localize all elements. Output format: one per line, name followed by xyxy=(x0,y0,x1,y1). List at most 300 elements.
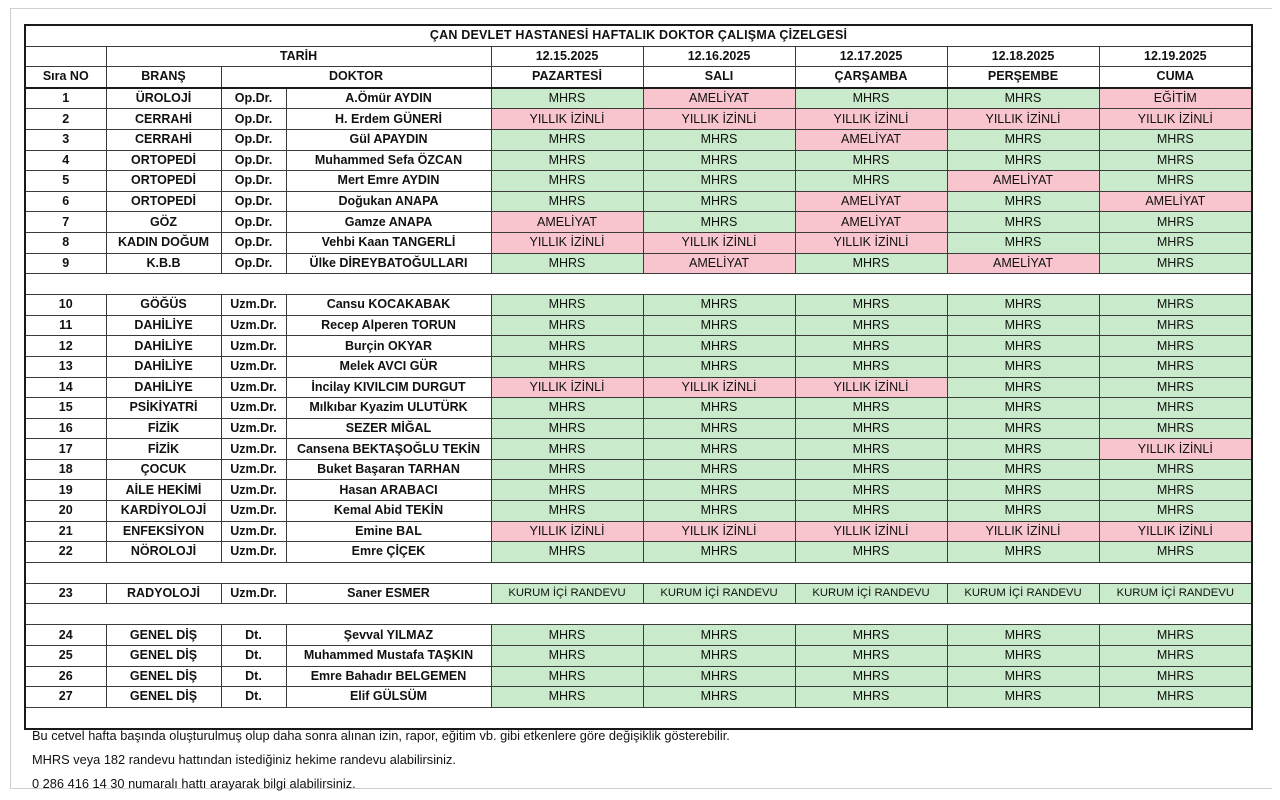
duty-cell[interactable]: MHRS xyxy=(947,501,1099,522)
row-doctor-name: Kemal Abid TEKİN xyxy=(286,501,491,522)
row-index: 11 xyxy=(25,315,106,336)
duty-cell[interactable]: MHRS xyxy=(947,687,1099,708)
row-title: Uzm.Dr. xyxy=(221,583,286,604)
row-title: Dt. xyxy=(221,625,286,646)
duty-cell[interactable]: MHRS xyxy=(947,232,1099,253)
doctor-row xyxy=(25,150,1252,171)
row-title: Op.Dr. xyxy=(221,232,286,253)
duty-cell[interactable]: MHRS xyxy=(795,646,947,667)
tarih-header: TARİH xyxy=(106,46,491,67)
doctor-row xyxy=(25,315,1252,336)
duty-cell[interactable]: MHRS xyxy=(643,212,795,233)
duty-cell[interactable]: MHRS xyxy=(491,129,643,150)
row-title: Uzm.Dr. xyxy=(221,295,286,316)
duty-cell[interactable]: MHRS xyxy=(643,439,795,460)
footer-notes xyxy=(32,728,1132,800)
section-spacer-row xyxy=(25,562,1252,583)
duty-cell[interactable]: MHRS xyxy=(491,666,643,687)
duty-cell[interactable]: MHRS xyxy=(643,687,795,708)
duty-cell[interactable]: MHRS xyxy=(947,459,1099,480)
row-doctor-name: Mert Emre AYDIN xyxy=(286,171,491,192)
row-doctor-name: SEZER MİĞAL xyxy=(286,418,491,439)
duty-cell[interactable]: MHRS xyxy=(947,418,1099,439)
row-branch: K.B.B xyxy=(106,253,221,274)
duty-cell[interactable]: MHRS xyxy=(643,501,795,522)
duty-cell[interactable]: MHRS xyxy=(491,398,643,419)
duty-cell[interactable]: MHRS xyxy=(947,356,1099,377)
duty-cell[interactable]: MHRS xyxy=(643,336,795,357)
duty-cell[interactable]: MHRS xyxy=(1099,212,1252,233)
row-branch: ORTOPEDİ xyxy=(106,171,221,192)
duty-cell[interactable]: MHRS xyxy=(1099,150,1252,171)
duty-cell[interactable]: MHRS xyxy=(1099,232,1252,253)
duty-cell[interactable]: MHRS xyxy=(643,171,795,192)
duty-cell[interactable]: MHRS xyxy=(643,480,795,501)
doctor-row xyxy=(25,542,1252,563)
weekly-doctor-schedule-table xyxy=(24,24,1253,730)
duty-cell[interactable]: MHRS xyxy=(491,625,643,646)
header-day-1: PAZARTESİ xyxy=(491,67,643,88)
duty-cell[interactable]: MHRS xyxy=(1099,418,1252,439)
doctor-row xyxy=(25,398,1252,419)
date-header-row xyxy=(25,46,1252,67)
duty-cell[interactable]: MHRS xyxy=(491,191,643,212)
row-doctor-name: Ülke DİREYBATOĞULLARI xyxy=(286,253,491,274)
row-branch: ENFEKSİYON xyxy=(106,521,221,542)
row-doctor-name: Mılkıbar Kyazim ULUTÜRK xyxy=(286,398,491,419)
duty-cell[interactable]: MHRS xyxy=(795,439,947,460)
duty-cell[interactable]: MHRS xyxy=(795,625,947,646)
duty-cell[interactable]: MHRS xyxy=(1099,356,1252,377)
row-branch: GENEL DİŞ xyxy=(106,666,221,687)
duty-cell[interactable]: MHRS xyxy=(491,150,643,171)
doctor-row xyxy=(25,459,1252,480)
row-doctor-name: A.Ömür AYDIN xyxy=(286,88,491,109)
duty-cell[interactable]: MHRS xyxy=(947,129,1099,150)
duty-cell[interactable]: MHRS xyxy=(491,88,643,109)
duty-cell[interactable]: MHRS xyxy=(795,666,947,687)
row-doctor-name: Recep Alperen TORUN xyxy=(286,315,491,336)
row-branch: CERRAHİ xyxy=(106,129,221,150)
duty-cell[interactable]: MHRS xyxy=(1099,646,1252,667)
date-header-5: 12.19.2025 xyxy=(1099,46,1252,67)
duty-cell[interactable]: YILLIK İZİNLİ xyxy=(795,521,947,542)
duty-cell[interactable]: MHRS xyxy=(795,171,947,192)
row-doctor-name: H. Erdem GÜNERİ xyxy=(286,109,491,130)
duty-cell[interactable]: MHRS xyxy=(795,501,947,522)
header-day-5: CUMA xyxy=(1099,67,1252,88)
spacer-cell xyxy=(1099,562,1252,583)
duty-cell[interactable]: MHRS xyxy=(1099,398,1252,419)
header-day-3: ÇARŞAMBA xyxy=(795,67,947,88)
duty-cell[interactable]: MHRS xyxy=(947,150,1099,171)
duty-cell[interactable]: MHRS xyxy=(1099,295,1252,316)
duty-cell[interactable]: MHRS xyxy=(1099,459,1252,480)
row-index: 23 xyxy=(25,583,106,604)
section-spacer-row xyxy=(25,274,1252,295)
duty-cell[interactable]: MHRS xyxy=(491,501,643,522)
row-title: Uzm.Dr. xyxy=(221,377,286,398)
row-branch: ORTOPEDİ xyxy=(106,191,221,212)
row-index: 10 xyxy=(25,295,106,316)
row-branch: DAHİLİYE xyxy=(106,315,221,336)
duty-cell[interactable]: AMELİYAT xyxy=(491,212,643,233)
row-index: 2 xyxy=(25,109,106,130)
duty-cell[interactable]: MHRS xyxy=(643,356,795,377)
row-branch: PSİKİYATRİ xyxy=(106,398,221,419)
duty-cell[interactable]: MHRS xyxy=(491,542,643,563)
row-doctor-name: Şevval YILMAZ xyxy=(286,625,491,646)
duty-cell[interactable]: MHRS xyxy=(947,212,1099,233)
header-sira-no: Sıra NO xyxy=(25,67,106,88)
row-branch: KARDİYOLOJİ xyxy=(106,501,221,522)
duty-cell[interactable]: MHRS xyxy=(795,418,947,439)
duty-cell[interactable]: AMELİYAT xyxy=(795,129,947,150)
footer-note: 0 286 416 14 30 numaralı hattı arayarak bilgi alabilirsiniz. xyxy=(32,775,356,791)
row-index: 19 xyxy=(25,480,106,501)
duty-cell[interactable]: MHRS xyxy=(643,418,795,439)
duty-cell[interactable]: MHRS xyxy=(1099,542,1252,563)
row-index: 27 xyxy=(25,687,106,708)
duty-cell[interactable]: MHRS xyxy=(491,459,643,480)
row-doctor-name: Muhammed Mustafa TAŞKIN xyxy=(286,646,491,667)
doctor-row xyxy=(25,666,1252,687)
duty-cell[interactable]: AMELİYAT xyxy=(795,191,947,212)
duty-cell[interactable]: MHRS xyxy=(947,542,1099,563)
row-branch: DAHİLİYE xyxy=(106,356,221,377)
row-index: 5 xyxy=(25,171,106,192)
duty-cell[interactable]: MHRS xyxy=(795,253,947,274)
row-doctor-name: Doğukan ANAPA xyxy=(286,191,491,212)
duty-cell[interactable]: YILLIK İZİNLİ xyxy=(1099,521,1252,542)
doctor-row xyxy=(25,583,1252,604)
duty-cell[interactable]: YILLIK İZİNLİ xyxy=(947,521,1099,542)
duty-cell[interactable]: YILLIK İZİNLİ xyxy=(643,521,795,542)
duty-cell[interactable]: YILLIK İZİNLİ xyxy=(491,377,643,398)
duty-cell[interactable]: MHRS xyxy=(491,336,643,357)
row-title: Uzm.Dr. xyxy=(221,336,286,357)
row-branch: FİZİK xyxy=(106,439,221,460)
row-index: 17 xyxy=(25,439,106,460)
duty-cell[interactable]: MHRS xyxy=(1099,480,1252,501)
duty-cell[interactable]: YILLIK İZİNLİ xyxy=(795,377,947,398)
row-title: Op.Dr. xyxy=(221,171,286,192)
row-branch: GÖZ xyxy=(106,212,221,233)
duty-cell[interactable]: YILLIK İZİNLİ xyxy=(643,377,795,398)
row-doctor-name: Buket Başaran TARHAN xyxy=(286,459,491,480)
duty-cell[interactable]: MHRS xyxy=(795,398,947,419)
duty-cell[interactable]: MHRS xyxy=(947,646,1099,667)
spacer-cell xyxy=(25,604,1099,625)
duty-cell[interactable]: MHRS xyxy=(947,666,1099,687)
row-doctor-name: Melek AVCI GÜR xyxy=(286,356,491,377)
schedule-sheet xyxy=(24,24,1253,730)
duty-cell[interactable]: KURUM İÇİ RANDEVU xyxy=(1099,583,1252,604)
row-index: 8 xyxy=(25,232,106,253)
duty-cell[interactable]: YILLIK İZİNLİ xyxy=(491,232,643,253)
duty-cell[interactable]: AMELİYAT xyxy=(947,171,1099,192)
duty-cell[interactable]: MHRS xyxy=(491,171,643,192)
row-branch: DAHİLİYE xyxy=(106,377,221,398)
row-branch: DAHİLİYE xyxy=(106,336,221,357)
date-header-4: 12.18.2025 xyxy=(947,46,1099,67)
row-title: Op.Dr. xyxy=(221,109,286,130)
row-index: 22 xyxy=(25,542,106,563)
row-title: Op.Dr. xyxy=(221,212,286,233)
date-header-1: 12.15.2025 xyxy=(491,46,643,67)
duty-cell[interactable]: MHRS xyxy=(795,687,947,708)
duty-cell[interactable]: MHRS xyxy=(491,687,643,708)
duty-cell[interactable]: MHRS xyxy=(795,315,947,336)
duty-cell[interactable]: YILLIK İZİNLİ xyxy=(643,109,795,130)
duty-cell[interactable]: MHRS xyxy=(643,625,795,646)
duty-cell[interactable]: AMELİYAT xyxy=(1099,191,1252,212)
row-title: Uzm.Dr. xyxy=(221,542,286,563)
corner-blank-cell xyxy=(25,46,106,67)
duty-cell[interactable]: MHRS xyxy=(643,295,795,316)
row-index: 24 xyxy=(25,625,106,646)
row-branch: FİZİK xyxy=(106,418,221,439)
duty-cell[interactable]: MHRS xyxy=(947,191,1099,212)
row-title: Uzm.Dr. xyxy=(221,356,286,377)
duty-cell[interactable]: MHRS xyxy=(643,666,795,687)
row-title: Dt. xyxy=(221,687,286,708)
row-title: Dt. xyxy=(221,646,286,667)
row-doctor-name: Emre Bahadır BELGEMEN xyxy=(286,666,491,687)
duty-cell[interactable]: MHRS xyxy=(1099,377,1252,398)
duty-cell[interactable]: MHRS xyxy=(795,542,947,563)
duty-cell[interactable]: MHRS xyxy=(643,542,795,563)
spacer-cell xyxy=(25,707,1099,729)
row-branch: AİLE HEKİMİ xyxy=(106,480,221,501)
row-branch: GÖĞÜS xyxy=(106,295,221,316)
row-index: 20 xyxy=(25,501,106,522)
doctor-row xyxy=(25,356,1252,377)
row-doctor-name: İncilay KIVILCIM DURGUT xyxy=(286,377,491,398)
header-brans: BRANŞ xyxy=(106,67,221,88)
doctor-row xyxy=(25,88,1252,109)
row-branch: GENEL DİŞ xyxy=(106,646,221,667)
row-index: 14 xyxy=(25,377,106,398)
duty-cell[interactable]: YILLIK İZİNLİ xyxy=(491,109,643,130)
duty-cell[interactable]: MHRS xyxy=(491,439,643,460)
row-title: Op.Dr. xyxy=(221,253,286,274)
row-index: 25 xyxy=(25,646,106,667)
duty-cell[interactable]: MHRS xyxy=(491,356,643,377)
duty-cell[interactable]: MHRS xyxy=(1099,315,1252,336)
row-index: 13 xyxy=(25,356,106,377)
duty-cell[interactable]: MHRS xyxy=(1099,171,1252,192)
duty-cell[interactable]: MHRS xyxy=(1099,625,1252,646)
row-branch: GENEL DİŞ xyxy=(106,625,221,646)
row-title: Dt. xyxy=(221,666,286,687)
duty-cell[interactable]: MHRS xyxy=(643,398,795,419)
page-title: ÇAN DEVLET HASTANESİ HAFTALIK DOKTOR ÇALIŞMA ÇİZELGESİ xyxy=(25,25,1252,46)
duty-cell[interactable]: MHRS xyxy=(947,480,1099,501)
duty-cell[interactable]: AMELİYAT xyxy=(643,88,795,109)
duty-cell[interactable]: KURUM İÇİ RANDEVU xyxy=(947,583,1099,604)
row-doctor-name: Cansena BEKTAŞOĞLU TEKİN xyxy=(286,439,491,460)
row-doctor-name: Muhammed Sefa ÖZCAN xyxy=(286,150,491,171)
row-doctor-name: Vehbi Kaan TANGERLİ xyxy=(286,232,491,253)
duty-cell[interactable]: MHRS xyxy=(947,625,1099,646)
row-doctor-name: Gamze ANAPA xyxy=(286,212,491,233)
row-branch: ORTOPEDİ xyxy=(106,150,221,171)
duty-cell[interactable]: MHRS xyxy=(795,480,947,501)
row-doctor-name: Elif GÜLSÜM xyxy=(286,687,491,708)
row-index: 3 xyxy=(25,129,106,150)
duty-cell[interactable]: KURUM İÇİ RANDEVU xyxy=(491,583,643,604)
row-doctor-name: Cansu KOCAKABAK xyxy=(286,295,491,316)
doctor-row xyxy=(25,253,1252,274)
duty-cell[interactable]: AMELİYAT xyxy=(643,253,795,274)
doctor-row xyxy=(25,191,1252,212)
duty-cell[interactable]: MHRS xyxy=(795,88,947,109)
row-index: 7 xyxy=(25,212,106,233)
duty-cell[interactable]: MHRS xyxy=(643,459,795,480)
row-title: Uzm.Dr. xyxy=(221,521,286,542)
row-title: Uzm.Dr. xyxy=(221,439,286,460)
duty-cell[interactable]: MHRS xyxy=(947,295,1099,316)
row-index: 26 xyxy=(25,666,106,687)
duty-cell[interactable]: MHRS xyxy=(1099,501,1252,522)
duty-cell[interactable]: YILLIK İZİNLİ xyxy=(795,232,947,253)
row-doctor-name: Hasan ARABACI xyxy=(286,480,491,501)
duty-cell[interactable]: MHRS xyxy=(491,480,643,501)
row-branch: ÜROLOJİ xyxy=(106,88,221,109)
row-index: 18 xyxy=(25,459,106,480)
duty-cell[interactable]: MHRS xyxy=(1099,687,1252,708)
duty-cell[interactable]: MHRS xyxy=(491,315,643,336)
row-title: Op.Dr. xyxy=(221,191,286,212)
duty-cell[interactable]: EĞİTİM xyxy=(1099,88,1252,109)
doctor-row xyxy=(25,501,1252,522)
row-index: 21 xyxy=(25,521,106,542)
doctor-row xyxy=(25,109,1252,130)
duty-cell[interactable]: MHRS xyxy=(643,191,795,212)
row-index: 15 xyxy=(25,398,106,419)
duty-cell[interactable]: MHRS xyxy=(1099,253,1252,274)
spacer-cell xyxy=(1099,604,1252,625)
duty-cell[interactable]: MHRS xyxy=(491,295,643,316)
duty-cell[interactable]: MHRS xyxy=(1099,666,1252,687)
row-doctor-name: Emre ÇİÇEK xyxy=(286,542,491,563)
duty-cell[interactable]: MHRS xyxy=(1099,336,1252,357)
row-doctor-name: Burçin OKYAR xyxy=(286,336,491,357)
duty-cell[interactable]: MHRS xyxy=(947,377,1099,398)
duty-cell[interactable]: KURUM İÇİ RANDEVU xyxy=(643,583,795,604)
duty-cell[interactable]: MHRS xyxy=(795,459,947,480)
duty-cell[interactable]: MHRS xyxy=(491,418,643,439)
duty-cell[interactable]: MHRS xyxy=(491,253,643,274)
duty-cell[interactable]: MHRS xyxy=(947,336,1099,357)
spacer-cell xyxy=(25,562,1099,583)
duty-cell[interactable]: MHRS xyxy=(947,439,1099,460)
duty-cell[interactable]: MHRS xyxy=(643,646,795,667)
duty-cell[interactable]: MHRS xyxy=(947,88,1099,109)
doctor-row xyxy=(25,418,1252,439)
duty-cell[interactable]: MHRS xyxy=(947,398,1099,419)
row-title: Uzm.Dr. xyxy=(221,398,286,419)
doctor-row xyxy=(25,336,1252,357)
row-index: 9 xyxy=(25,253,106,274)
row-branch: ÇOCUK xyxy=(106,459,221,480)
doctor-row xyxy=(25,646,1252,667)
doctor-row xyxy=(25,212,1252,233)
footer-note: MHRS veya 182 randevu hattından istediğiniz hekime randevu alabilirsiniz. xyxy=(32,751,456,767)
row-branch: NÖROLOJİ xyxy=(106,542,221,563)
row-doctor-name: Saner ESMER xyxy=(286,583,491,604)
row-index: 6 xyxy=(25,191,106,212)
duty-cell[interactable]: YILLIK İZİNLİ xyxy=(1099,109,1252,130)
doctor-row xyxy=(25,295,1252,316)
row-index: 12 xyxy=(25,336,106,357)
row-index: 16 xyxy=(25,418,106,439)
header-doktor: DOKTOR xyxy=(221,67,491,88)
doctor-row xyxy=(25,521,1252,542)
duty-cell[interactable]: MHRS xyxy=(795,336,947,357)
spacer-cell xyxy=(25,274,1099,295)
row-branch: KADIN DOĞUM xyxy=(106,232,221,253)
duty-cell[interactable]: YILLIK İZİNLİ xyxy=(795,109,947,130)
duty-cell[interactable]: MHRS xyxy=(491,646,643,667)
duty-cell[interactable]: YILLIK İZİNLİ xyxy=(643,232,795,253)
row-branch: GENEL DİŞ xyxy=(106,687,221,708)
doctor-row xyxy=(25,625,1252,646)
duty-cell[interactable]: MHRS xyxy=(795,356,947,377)
duty-cell[interactable]: MHRS xyxy=(643,150,795,171)
row-doctor-name: Gül APAYDIN xyxy=(286,129,491,150)
doctor-row xyxy=(25,129,1252,150)
row-title: Op.Dr. xyxy=(221,88,286,109)
duty-cell[interactable]: KURUM İÇİ RANDEVU xyxy=(795,583,947,604)
spacer-cell xyxy=(1099,707,1252,729)
row-index: 4 xyxy=(25,150,106,171)
duty-cell[interactable]: MHRS xyxy=(643,129,795,150)
duty-cell[interactable]: YILLIK İZİNLİ xyxy=(947,109,1099,130)
row-title: Uzm.Dr. xyxy=(221,459,286,480)
duty-cell[interactable]: AMELİYAT xyxy=(795,212,947,233)
title-row xyxy=(25,25,1252,46)
duty-cell[interactable]: AMELİYAT xyxy=(947,253,1099,274)
duty-cell[interactable]: MHRS xyxy=(947,315,1099,336)
row-index: 1 xyxy=(25,88,106,109)
doctor-row xyxy=(25,171,1252,192)
date-header-2: 12.16.2025 xyxy=(643,46,795,67)
date-header-3: 12.17.2025 xyxy=(795,46,947,67)
row-title: Uzm.Dr. xyxy=(221,418,286,439)
doctor-row xyxy=(25,480,1252,501)
duty-cell[interactable]: MHRS xyxy=(643,315,795,336)
duty-cell[interactable]: YILLIK İZİNLİ xyxy=(1099,439,1252,460)
duty-cell[interactable]: MHRS xyxy=(1099,129,1252,150)
duty-cell[interactable]: MHRS xyxy=(795,150,947,171)
row-doctor-name: Emine BAL xyxy=(286,521,491,542)
row-title: Uzm.Dr. xyxy=(221,315,286,336)
column-header-row xyxy=(25,67,1252,88)
duty-cell[interactable]: YILLIK İZİNLİ xyxy=(491,521,643,542)
header-day-4: PERŞEMBE xyxy=(947,67,1099,88)
section-spacer-row xyxy=(25,604,1252,625)
doctor-row xyxy=(25,439,1252,460)
row-branch: CERRAHİ xyxy=(106,109,221,130)
row-branch: RADYOLOJİ xyxy=(106,583,221,604)
doctor-row xyxy=(25,687,1252,708)
row-title: Op.Dr. xyxy=(221,129,286,150)
doctor-row xyxy=(25,232,1252,253)
row-title: Uzm.Dr. xyxy=(221,480,286,501)
duty-cell[interactable]: MHRS xyxy=(795,295,947,316)
